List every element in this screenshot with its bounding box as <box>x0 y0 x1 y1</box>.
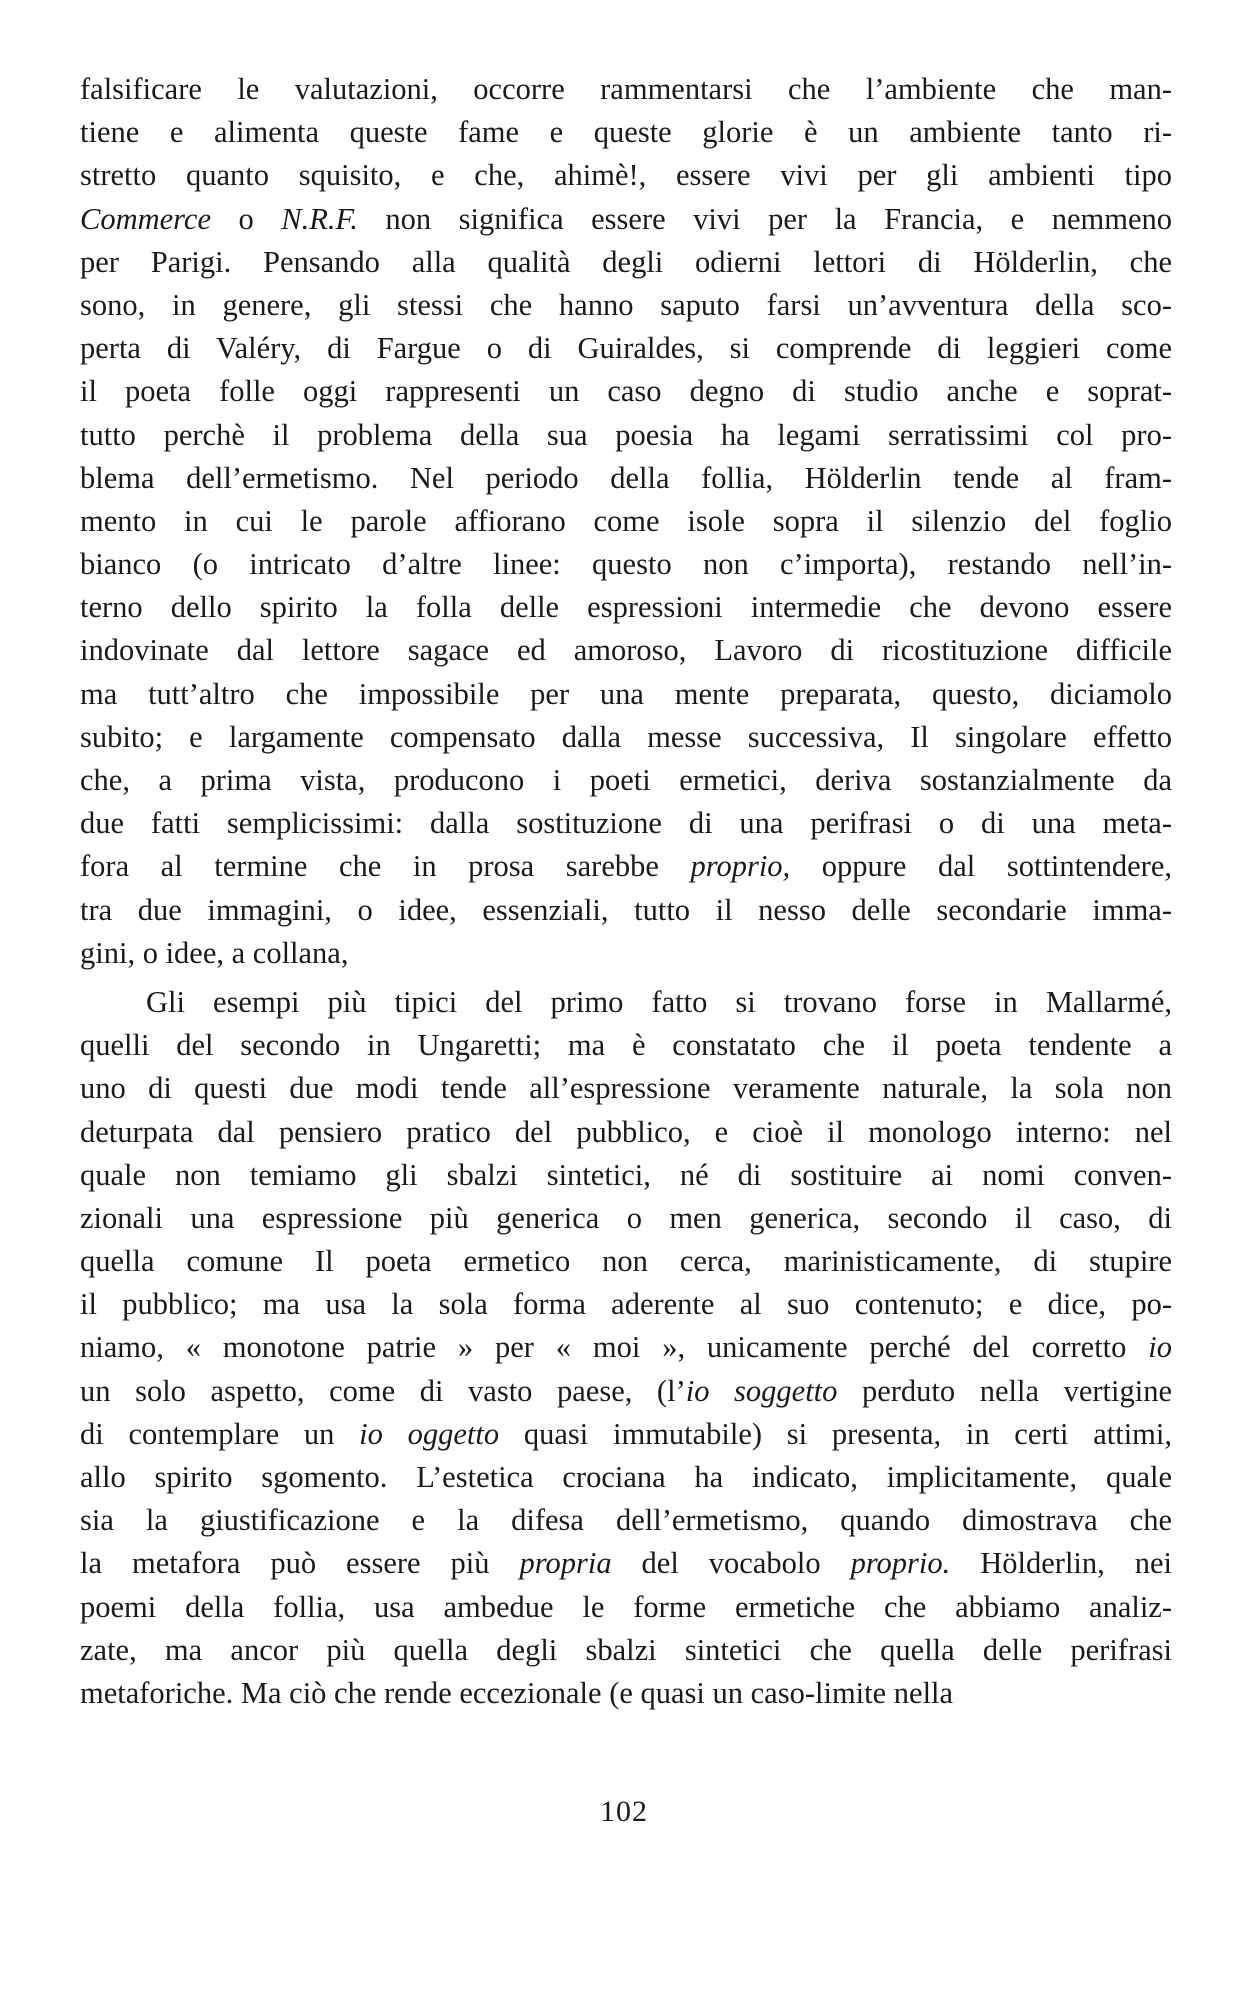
text-line: un solo aspetto, come di vasto paese, (l’io soggetto perduto nella vertigine <box>80 1373 1172 1408</box>
text-line: quella comune Il poeta ermetico non cerca, marinisticamente, di stupire <box>80 1244 1172 1279</box>
text-line: tutto perchè il problema della sua poesia ha legami serratissimi col pro- <box>80 417 1172 452</box>
text-line: tra due immagini, o idee, essenziali, tutto il nesso delle secondarie imma- <box>80 892 1172 927</box>
text-line: zate, ma ancor più quella degli sbalzi sintetici che quella delle perifrasi <box>80 1632 1172 1667</box>
text-line: quelli del secondo in Ungaretti; ma è constatato che il poeta tendente a <box>80 1028 1172 1063</box>
text-line: il poeta folle oggi rappresenti un caso degno di studio anche e soprat- <box>80 374 1172 409</box>
text-line: allo spirito sgomento. L’estetica crociana ha indicato, implicitamente, quale <box>80 1460 1172 1494</box>
text-line: quale non temiamo gli sbalzi sintetici, né di sostituire ai nomi conven- <box>80 1157 1172 1192</box>
text-line: per Parigi. Pensando alla qualità degli odierni lettori di Hölderlin, che <box>80 244 1172 279</box>
text-line: sia la giustificazione e la difesa dell’ermetismo, quando dimostrava che <box>80 1503 1172 1538</box>
text-line: fora al termine che in prosa sarebbe proprio, oppure dal sottintendere, <box>80 849 1172 884</box>
text-line: stretto quanto squisito, e che, ahimè!, essere vivi per gli ambienti tipo <box>80 158 1172 193</box>
text-line: bianco (o intricato d’altre linee: questo non c’importa), restando nell’in- <box>80 547 1172 582</box>
text-line: deturpata dal pensiero pratico del pubblico, e cioè il monologo interno: nel <box>80 1114 1172 1149</box>
text-line: che, a prima vista, producono i poeti ermetici, deriva sostanzialmente da <box>80 763 1172 797</box>
text-line: due fatti semplicissimi: dalla sostituzione di una perifrasi o di una meta- <box>80 806 1172 841</box>
text-line: metaforiche. Ma ciò che rende eccezionale (e quasi un caso-limite nella <box>80 1675 954 1710</box>
text-line: la metafora può essere più propria del vocabolo proprio. Hölderlin, nei <box>80 1546 1173 1581</box>
text-line: ma tutt’altro che impossibile per una mente preparata, questo, diciamolo <box>80 676 1172 711</box>
text-line: perta di Valéry, di Fargue o di Guiraldes, si comprende di leggieri come <box>80 331 1172 366</box>
text-line: niamo, « monotone patrie » per « moi », unicamente perché del corretto io <box>80 1330 1172 1365</box>
text-line: terno dello spirito la folla delle espressioni intermedie che devono essere <box>80 590 1172 625</box>
text-line: Gli esempi più tipici del primo fatto si trovano forse in Mallarmé, <box>146 984 1172 1019</box>
text-line: uno di questi due modi tende all’espressione veramente naturale, la sola non <box>80 1071 1172 1106</box>
page-number: 102 <box>600 1795 648 1828</box>
text-line: blema dell’ermetismo. Nel periodo della follia, Hölderlin tende al fram- <box>80 460 1172 495</box>
text-line: tiene e alimenta queste fame e queste glorie è un ambiente tanto ri- <box>80 115 1172 150</box>
text-line: Commerce o N.R.F. non significa essere vivi per la Francia, e nemmeno <box>80 201 1173 236</box>
text-line: poemi della follia, usa ambedue le forme ermetiche che abbiamo analiz- <box>80 1589 1172 1624</box>
paragraph-2 <box>80 981 1172 1715</box>
text-line: sono, in genere, gli stessi che hanno saputo farsi un’avventura della sco- <box>80 287 1172 322</box>
text-line: di contemplare un io oggetto quasi immutabile) si presenta, in certi attimi, <box>80 1416 1172 1451</box>
text-line: il pubblico; ma usa la sola forma aderente al suo contenuto; e dice, po- <box>80 1287 1172 1322</box>
body-text <box>80 68 1172 1715</box>
text-line: zionali una espressione più generica o men generica, secondo il caso, di <box>80 1200 1172 1235</box>
text-line: gini, o idee, a collana, <box>80 935 349 970</box>
text-line: subito; e largamente compensato dalla messe successiva, Il singolare effetto <box>80 719 1172 754</box>
text-line: falsificare le valutazioni, occorre rammentarsi che l’ambiente che man- <box>80 72 1172 106</box>
paragraph-1 <box>80 68 1172 975</box>
text-line: indovinate dal lettore sagace ed amoroso, Lavoro di ricostituzione difficile <box>80 633 1172 668</box>
text-line: mento in cui le parole affiorano come isole sopra il silenzio del foglio <box>80 503 1172 538</box>
